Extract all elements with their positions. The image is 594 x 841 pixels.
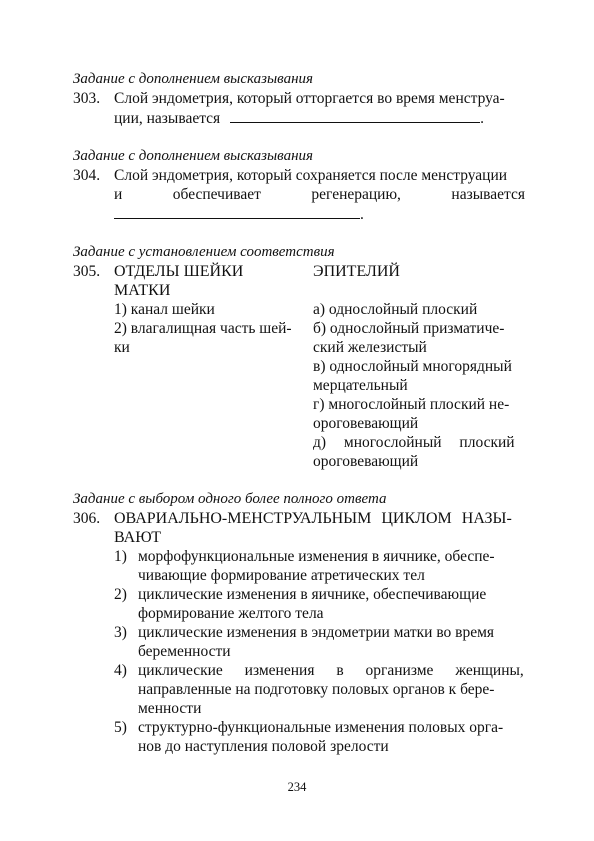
- matching-table: [114, 262, 525, 471]
- answer-option-1[interactable]: [114, 547, 525, 585]
- page-content: [73, 70, 525, 756]
- word: и: [114, 186, 123, 203]
- right-item: а) однослойный плоский: [313, 301, 478, 318]
- left-item: 2) влагалищная часть шей-: [114, 320, 292, 337]
- option-text: циклические изменения в эндометрии матки во время: [138, 624, 495, 641]
- option-text: циклические изменения в яичнике, обеспечивающие: [138, 586, 487, 603]
- word: обеспечивает: [172, 186, 261, 203]
- option-number: 2): [114, 586, 127, 603]
- option-number: 3): [114, 624, 127, 641]
- question-306: [73, 509, 525, 756]
- option-text: направленные на подготовку половых органов к бере-: [138, 681, 495, 698]
- page-number: 234: [287, 780, 307, 794]
- option-text: менности: [138, 700, 202, 717]
- option-text: беременности: [138, 643, 231, 660]
- answer-option-3[interactable]: [114, 623, 525, 661]
- right-column-header: ЭПИТЕЛИЙ: [313, 263, 400, 280]
- question-305: [73, 262, 525, 471]
- left-column-header: МАТКИ: [114, 282, 171, 299]
- question-text-line: [114, 185, 525, 204]
- left-column: [114, 262, 313, 471]
- left-item: ки: [114, 339, 130, 356]
- left-item: 1) канал шейки: [114, 301, 215, 318]
- word: регенерацию,: [311, 186, 401, 203]
- option-text: чивающие формирование атретических тел: [138, 567, 425, 584]
- option-text: формирование желтого тела: [138, 605, 324, 622]
- question-number: 306.: [73, 510, 101, 527]
- question-303: [73, 89, 525, 128]
- section-305: [73, 243, 525, 471]
- option-text: циклические изменения в организме женщины,: [138, 662, 524, 679]
- period: .: [360, 206, 364, 223]
- right-item: г) многослойный плоский не-: [313, 396, 510, 413]
- right-column: [313, 262, 525, 471]
- question-text-line: Слой эндометрия, который сохраняется после менструации: [114, 167, 508, 184]
- question-text-line-with-blank: [114, 108, 525, 128]
- right-item: д) многослойный плоский: [313, 434, 515, 451]
- question-text-line: ОВАРИАЛЬНО-МЕНСТРУАЛЬНЫМ ЦИКЛОМ НАЗЫ-: [114, 510, 512, 527]
- right-item: б) однослойный призматиче-: [313, 320, 505, 337]
- right-item: в) однослойный многорядный: [313, 358, 512, 375]
- word: называется: [451, 186, 525, 203]
- question-number: 303.: [73, 90, 101, 107]
- question-number: 305.: [73, 263, 101, 280]
- right-item: ороговевающий: [313, 453, 419, 470]
- option-text: морфофункциональные изменения в яичнике, обеспе-: [138, 548, 495, 565]
- question-text-line-with-blank: [114, 204, 525, 224]
- option-text: структурно-функциональные изменения половых орга-: [138, 719, 504, 736]
- answer-option-5[interactable]: [114, 718, 525, 756]
- answer-blank[interactable]: [230, 108, 480, 123]
- question-text: ции, называется: [114, 110, 221, 127]
- right-item: ороговевающий: [313, 415, 419, 432]
- question-text-line: Слой эндометрия, который отторгается во время менструа-: [114, 90, 505, 107]
- left-column-header: ОТДЕЛЫ ШЕЙКИ: [114, 263, 244, 280]
- option-number: 5): [114, 719, 127, 736]
- answer-blank[interactable]: [114, 204, 360, 219]
- question-304: [73, 166, 525, 224]
- answer-option-4[interactable]: [114, 661, 525, 718]
- task-type-heading: Задание с установлением соответствия: [73, 244, 335, 260]
- option-number: 1): [114, 548, 127, 565]
- right-item: мерцательный: [313, 377, 408, 394]
- task-type-heading: Задание с дополнением высказывания: [73, 71, 313, 87]
- section-306: [73, 490, 525, 756]
- answer-option-2[interactable]: [114, 585, 525, 623]
- task-type-heading: Задание с выбором одного более полного ответа: [73, 491, 387, 507]
- question-text-line: ВАЮТ: [114, 529, 162, 546]
- option-number: 4): [114, 662, 127, 679]
- right-item: ский железистый: [313, 339, 427, 356]
- section-304: [73, 147, 525, 224]
- option-text: нов до наступления половой зрелости: [138, 738, 389, 755]
- question-number: 304.: [73, 167, 101, 184]
- section-303: [73, 70, 525, 128]
- task-type-heading: Задание с дополнением высказывания: [73, 148, 313, 164]
- period: .: [480, 110, 484, 127]
